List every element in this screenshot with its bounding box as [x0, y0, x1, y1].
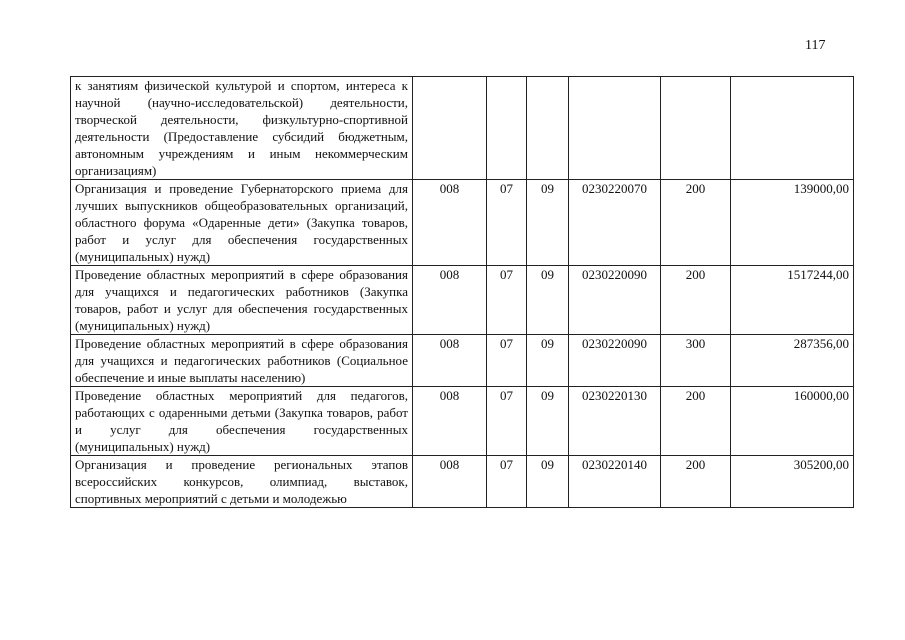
section-cell: [487, 77, 527, 180]
org-code-cell: 008: [413, 456, 487, 508]
expense-type-cell: 200: [661, 180, 731, 266]
amount-cell: 160000,00: [731, 387, 854, 456]
page-number: 117: [805, 38, 826, 53]
section-cell: 07: [487, 456, 527, 508]
item-name-cell: Проведение областных мероприятий в сфере образования для учащихся и педагогических работников (Социальное обеспечение и иные выплаты населению): [71, 335, 413, 387]
org-code-cell: [413, 77, 487, 180]
table-row: [71, 77, 854, 180]
item-name-cell: Организация и проведение региональных этапов всероссийских конкурсов, олимпиад, выставок, спортивных мероприятий с детьми и молодежью: [71, 456, 413, 508]
amount-cell: [731, 77, 854, 180]
org-code-cell: 008: [413, 335, 487, 387]
table-row: [71, 266, 854, 335]
amount-cell: 139000,00: [731, 180, 854, 266]
table-row: [71, 180, 854, 266]
subsection-cell: 09: [527, 180, 569, 266]
section-cell: 07: [487, 266, 527, 335]
table-row: [71, 387, 854, 456]
budget-table: [70, 76, 854, 508]
item-name-cell: Проведение областных мероприятий для педагогов, работающих с одаренными детьми (Закупка товаров, работ и услуг для обеспечения государственных (муниципальных) нужд): [71, 387, 413, 456]
expense-type-cell: 300: [661, 335, 731, 387]
org-code-cell: 008: [413, 180, 487, 266]
amount-cell: 287356,00: [731, 335, 854, 387]
item-name-cell: Проведение областных мероприятий в сфере образования для учащихся и педагогических работников (Закупка товаров, работ и услуг для обеспечения государственных (муниципальных) нужд): [71, 266, 413, 335]
expense-type-cell: 200: [661, 266, 731, 335]
subsection-cell: 09: [527, 266, 569, 335]
target-article-cell: 0230220070: [569, 180, 661, 266]
amount-cell: 305200,00: [731, 456, 854, 508]
target-article-cell: [569, 77, 661, 180]
section-cell: 07: [487, 387, 527, 456]
expense-type-cell: [661, 77, 731, 180]
subsection-cell: [527, 77, 569, 180]
expense-type-cell: 200: [661, 387, 731, 456]
table-row: [71, 335, 854, 387]
subsection-cell: 09: [527, 456, 569, 508]
target-article-cell: 0230220090: [569, 335, 661, 387]
target-article-cell: 0230220090: [569, 266, 661, 335]
expense-type-cell: 200: [661, 456, 731, 508]
target-article-cell: 0230220140: [569, 456, 661, 508]
subsection-cell: 09: [527, 335, 569, 387]
amount-cell: 1517244,00: [731, 266, 854, 335]
section-cell: 07: [487, 335, 527, 387]
table-row: [71, 456, 854, 508]
org-code-cell: 008: [413, 266, 487, 335]
subsection-cell: 09: [527, 387, 569, 456]
item-name-cell: к занятиям физической культурой и спортом, интереса к научной (научно-исследовательской) деятельности, творческой деятельности, физкультурно-спортивной деятельности (Предоставление субсидий бюджетным, автономным учреждениям и иным некоммерческим организациям): [71, 77, 413, 180]
org-code-cell: 008: [413, 387, 487, 456]
target-article-cell: 0230220130: [569, 387, 661, 456]
section-cell: 07: [487, 180, 527, 266]
item-name-cell: Организация и проведение Губернаторского приема для лучших выпускников общеобразовательных организаций, областного форума «Одаренные дети» (Закупка товаров, работ и услуг для обеспечения государственных (муниципальных) нужд): [71, 180, 413, 266]
